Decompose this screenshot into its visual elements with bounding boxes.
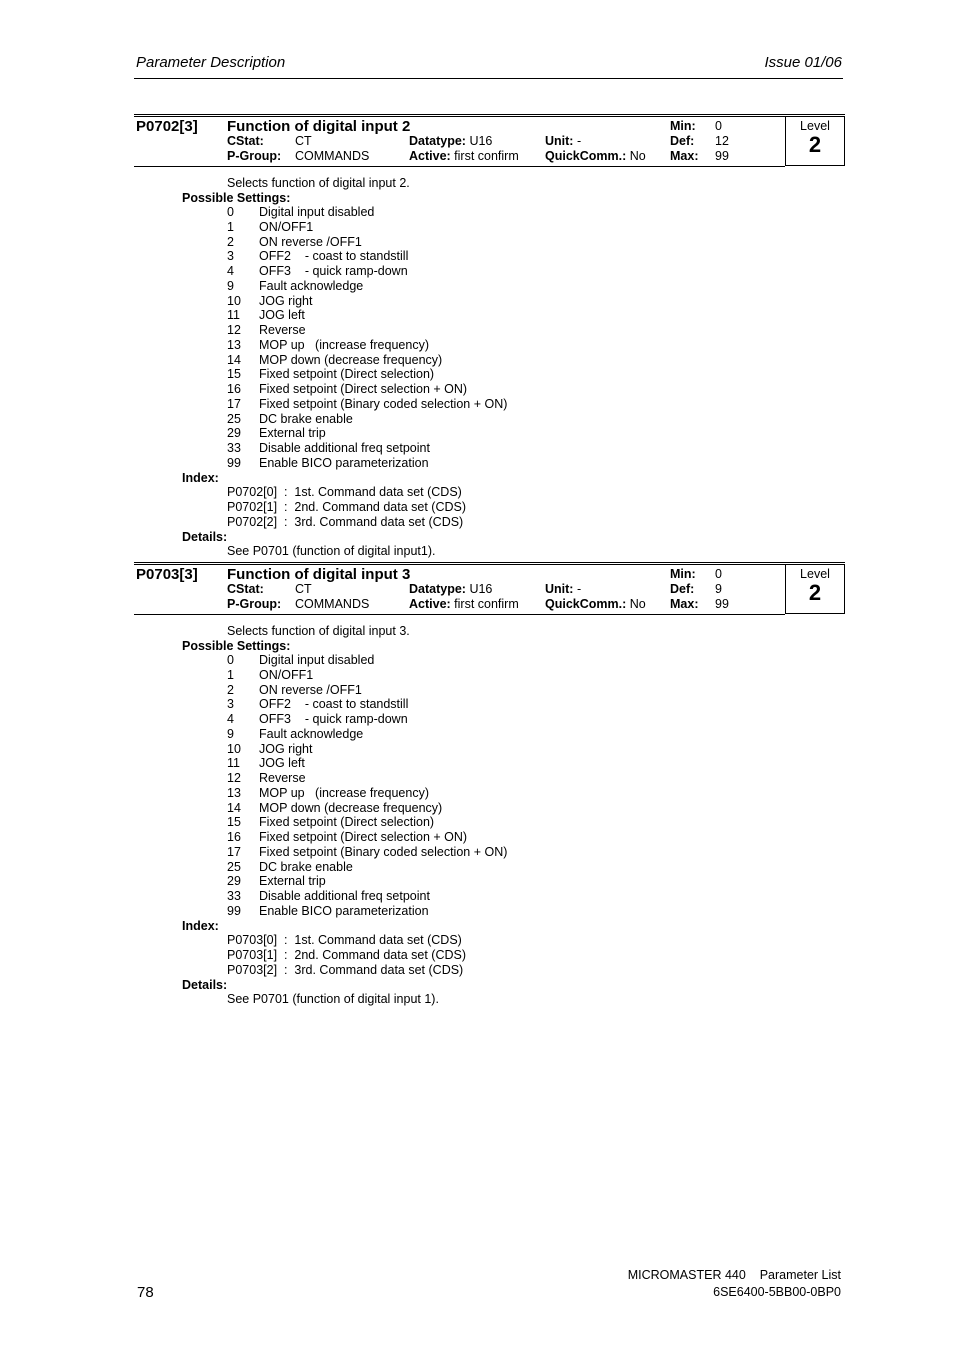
pgroup-value: COMMANDS xyxy=(295,597,370,611)
setting-text: Fault acknowledge xyxy=(259,278,364,293)
index-label: Index: xyxy=(182,470,219,485)
footer-order-code: 6SE6400-5BB00-0BP0 xyxy=(713,1285,841,1299)
details-label: Details: xyxy=(182,529,228,544)
def-value: 12 xyxy=(715,134,729,148)
unit-field: Unit: - xyxy=(545,134,582,148)
active-field: Active: first confirm xyxy=(409,149,519,163)
parameter-description: Selects function of digital input 3. xyxy=(227,624,410,638)
setting-text: Fixed setpoint (Direct selection + ON) xyxy=(259,382,468,396)
pgroup-label: P-Group: xyxy=(227,597,282,611)
def-label: Def: xyxy=(670,582,695,596)
setting-number: 10 xyxy=(227,741,241,756)
parameter-name: Function of digital input 3 xyxy=(227,566,411,583)
setting-number: 1 xyxy=(227,219,234,234)
active-field: Active: first confirm xyxy=(409,597,519,611)
setting-number: 99 xyxy=(227,903,241,918)
header-divider xyxy=(134,78,843,79)
max-value: 99 xyxy=(715,597,729,611)
setting-number: 16 xyxy=(227,830,241,844)
setting-text: JOG left xyxy=(259,756,305,771)
setting-number: 2 xyxy=(227,682,234,697)
max-label: Max: xyxy=(670,149,699,163)
setting-text: Fixed setpoint (Direct selection) xyxy=(259,815,435,830)
setting-number: 4 xyxy=(227,712,234,726)
setting-text: ON/OFF1 xyxy=(259,219,314,234)
setting-number: 1 xyxy=(227,667,234,682)
parameter-top-rule-inner xyxy=(134,116,845,117)
setting-text: MOP up (increase frequency) xyxy=(259,337,429,352)
pgroup-label: P-Group: xyxy=(227,149,282,163)
parameter-name: Function of digital input 2 xyxy=(227,118,411,135)
setting-text: Digital input disabled xyxy=(259,653,375,667)
quickcomm-field: QuickComm.: No xyxy=(545,597,646,611)
setting-text: OFF3 - quick ramp-down xyxy=(259,264,408,278)
parameter-header-bottom-rule xyxy=(134,614,785,615)
setting-text: OFF3 - quick ramp-down xyxy=(259,712,408,726)
setting-text: JOG right xyxy=(259,741,313,756)
level-value: 2 xyxy=(808,132,822,157)
max-label: Max: xyxy=(670,597,699,611)
index-row: P0703[2] : 3rd. Command data set (CDS) xyxy=(227,962,464,977)
setting-text: Fault acknowledge xyxy=(259,726,364,741)
setting-number: 14 xyxy=(227,800,241,815)
index-row: P0702[1] : 2nd. Command data set (CDS) xyxy=(227,500,467,514)
setting-text: DC brake enable xyxy=(259,859,353,874)
setting-number: 0 xyxy=(227,205,234,219)
setting-number: 0 xyxy=(227,653,234,667)
setting-text: Fixed setpoint (Binary coded selection + ON) xyxy=(259,844,508,859)
parameter-description: Selects function of digital input 2. xyxy=(227,176,410,190)
setting-text: MOP down (decrease frequency) xyxy=(259,352,443,367)
parameter-header-bottom-rule xyxy=(134,166,785,167)
setting-number: 25 xyxy=(227,411,241,426)
level-label: Level xyxy=(800,119,830,133)
index-list xyxy=(227,933,466,977)
page-header-title: Parameter Description xyxy=(136,54,286,71)
setting-text: ON reverse /OFF1 xyxy=(259,234,362,249)
index-row: P0702[0] : 1st. Command data set (CDS) xyxy=(227,485,462,500)
setting-number: 25 xyxy=(227,859,241,874)
setting-number: 29 xyxy=(227,874,241,889)
quickcomm-field: QuickComm.: No xyxy=(545,149,646,163)
parameter-id: P0702[3] xyxy=(136,118,198,135)
setting-text: External trip xyxy=(259,874,326,889)
setting-number: 9 xyxy=(227,726,234,741)
setting-number: 11 xyxy=(227,308,240,323)
index-row: P0703[1] : 2nd. Command data set (CDS) xyxy=(227,948,467,962)
setting-text: DC brake enable xyxy=(259,411,353,426)
setting-text: Fixed setpoint (Direct selection) xyxy=(259,367,435,382)
page-number: 78 xyxy=(137,1284,154,1301)
possible-settings-label: Possible Settings: xyxy=(182,191,291,205)
setting-text: Digital input disabled xyxy=(259,205,375,219)
setting-number: 13 xyxy=(227,785,241,800)
setting-text: OFF2 - coast to standstill xyxy=(259,249,409,264)
unit-field: Unit: - xyxy=(545,582,582,596)
setting-text: Enable BICO parameterization xyxy=(259,455,429,470)
pgroup-value: COMMANDS xyxy=(295,149,370,163)
setting-number: 99 xyxy=(227,455,241,470)
parameter-top-rule xyxy=(134,562,845,563)
setting-number: 15 xyxy=(227,367,241,382)
setting-number: 3 xyxy=(227,249,234,264)
setting-number: 2 xyxy=(227,234,234,249)
index-row: P0702[2] : 3rd. Command data set (CDS) xyxy=(227,514,464,529)
setting-number: 9 xyxy=(227,278,234,293)
setting-text: Reverse xyxy=(259,771,306,785)
setting-number: 33 xyxy=(227,441,241,455)
setting-number: 4 xyxy=(227,264,234,278)
index-row: P0703[0] : 1st. Command data set (CDS) xyxy=(227,933,462,948)
index-label: Index: xyxy=(182,918,219,933)
def-label: Def: xyxy=(670,134,695,148)
level-label: Level xyxy=(800,567,830,581)
setting-text: Disable additional freq setpoint xyxy=(259,889,430,903)
setting-text: External trip xyxy=(259,426,326,441)
cstat-value: CT xyxy=(295,582,312,596)
setting-number: 17 xyxy=(227,844,241,859)
datatype-field: Datatype: U16 xyxy=(409,134,493,148)
setting-number: 29 xyxy=(227,426,241,441)
parameter-top-rule-inner xyxy=(134,564,845,565)
level-box xyxy=(785,116,845,166)
details-label: Details: xyxy=(182,977,228,992)
level-box xyxy=(785,564,845,614)
setting-number: 10 xyxy=(227,293,241,308)
level-value: 2 xyxy=(808,580,822,605)
min-value: 0 xyxy=(715,567,722,581)
min-label: Min: xyxy=(670,119,696,133)
setting-number: 14 xyxy=(227,352,241,367)
setting-number: 12 xyxy=(227,323,241,337)
index-list xyxy=(227,485,466,529)
setting-number: 33 xyxy=(227,889,241,903)
setting-text: JOG right xyxy=(259,293,313,308)
setting-text: OFF2 - coast to standstill xyxy=(259,697,409,712)
setting-number: 11 xyxy=(227,756,240,771)
setting-text: MOP up (increase frequency) xyxy=(259,785,429,800)
setting-number: 12 xyxy=(227,771,241,785)
setting-text: Reverse xyxy=(259,323,306,337)
details-text: See P0701 (function of digital input1). xyxy=(227,544,436,559)
setting-number: 15 xyxy=(227,815,241,830)
setting-text: MOP down (decrease frequency) xyxy=(259,800,443,815)
setting-number: 3 xyxy=(227,697,234,712)
setting-number: 17 xyxy=(227,396,241,411)
parameter-id: P0703[3] xyxy=(136,566,198,583)
datatype-field: Datatype: U16 xyxy=(409,582,493,596)
setting-text: Enable BICO parameterization xyxy=(259,903,429,918)
setting-text: ON/OFF1 xyxy=(259,667,314,682)
setting-text: Fixed setpoint (Binary coded selection + ON) xyxy=(259,396,508,411)
min-label: Min: xyxy=(670,567,696,581)
page-header-issue: Issue 01/06 xyxy=(764,54,842,71)
parameter-top-rule xyxy=(134,114,845,115)
min-value: 0 xyxy=(715,119,722,133)
possible-settings-label: Possible Settings: xyxy=(182,639,291,653)
def-value: 9 xyxy=(715,582,722,596)
footer-product: MICROMASTER 440 Parameter List xyxy=(627,1268,841,1282)
setting-text: JOG left xyxy=(259,308,305,323)
cstat-label: CStat: xyxy=(227,582,264,596)
max-value: 99 xyxy=(715,149,729,163)
cstat-value: CT xyxy=(295,134,312,148)
setting-text: Disable additional freq setpoint xyxy=(259,441,430,455)
setting-text: Fixed setpoint (Direct selection + ON) xyxy=(259,830,468,844)
setting-number: 13 xyxy=(227,337,241,352)
setting-text: ON reverse /OFF1 xyxy=(259,682,362,697)
details-text: See P0701 (function of digital input 1). xyxy=(227,992,439,1007)
cstat-label: CStat: xyxy=(227,134,264,148)
setting-number: 16 xyxy=(227,382,241,396)
